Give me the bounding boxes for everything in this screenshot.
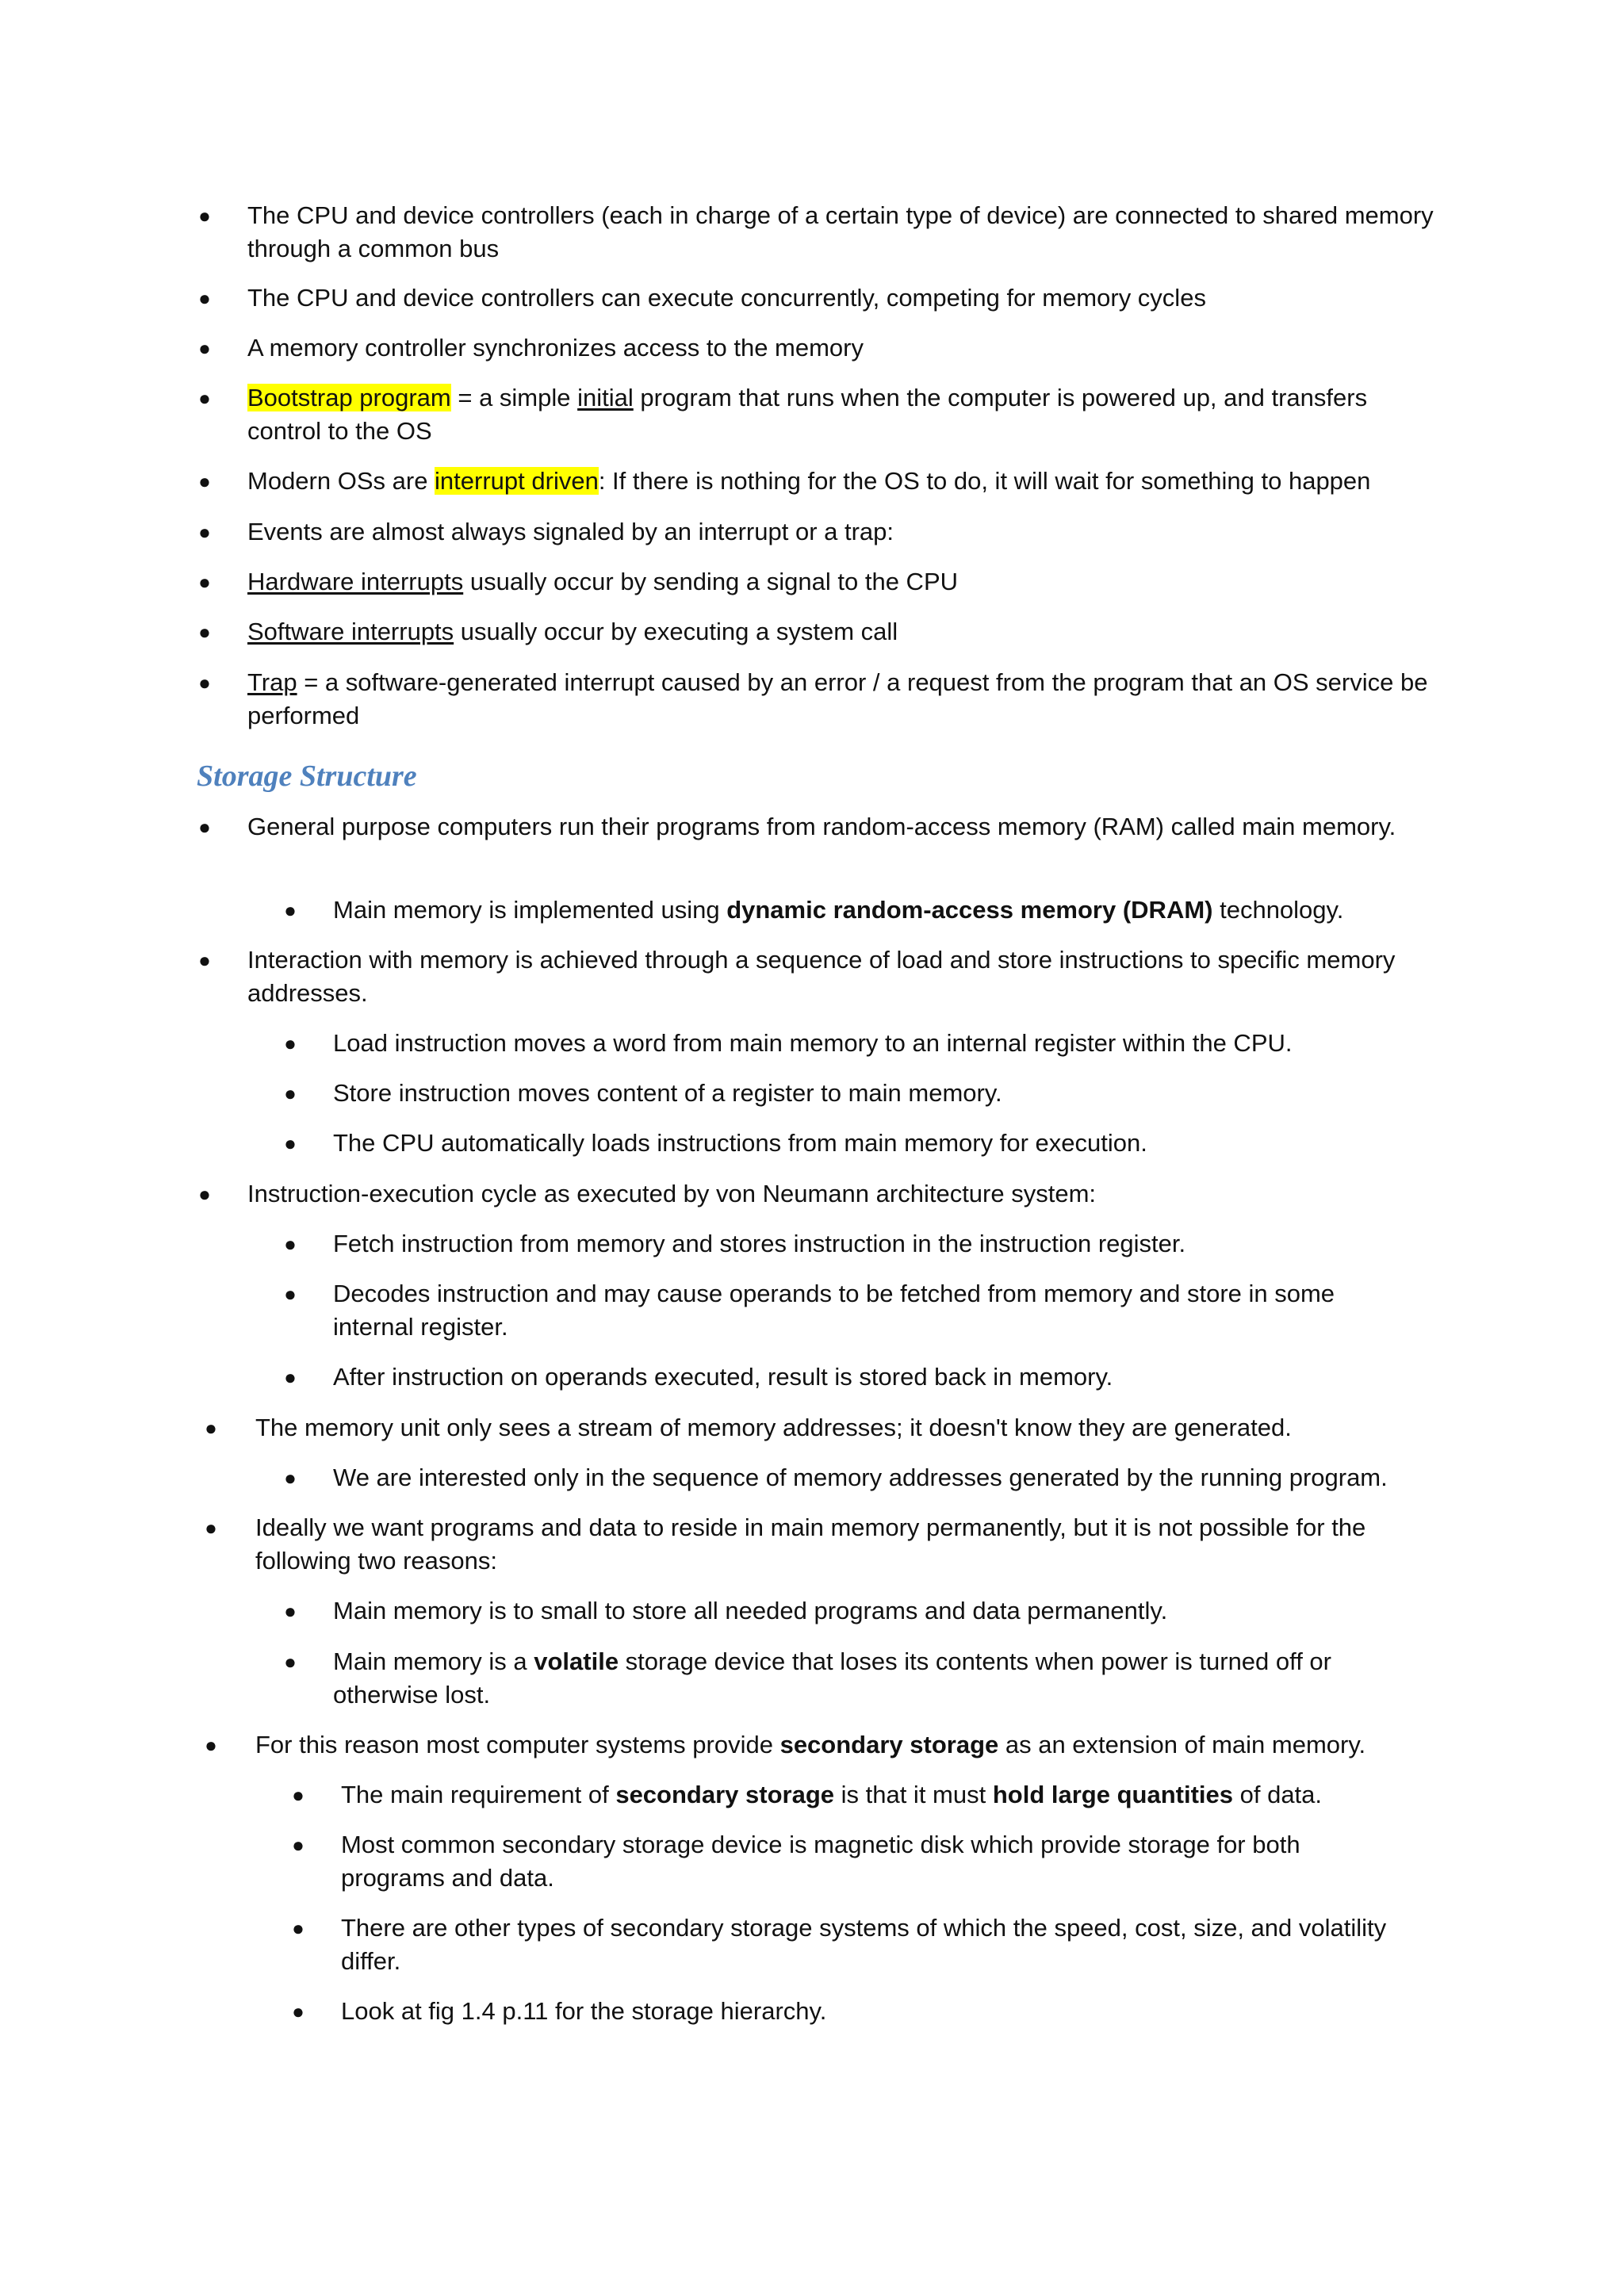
list-item-text: The memory unit only sees a stream of memory addresses; it doesn't know they are generated. (255, 1414, 1292, 1441)
list-item-text: Instruction-execution cycle as executed by von Neumann architecture system: (247, 1180, 1097, 1207)
bullet-icon: ● (198, 204, 211, 228)
list-item-text: For this reason most computer systems provide secondary storage as an extension of main memory. (255, 1731, 1366, 1758)
bullet-icon: ● (198, 520, 211, 544)
list-item-text: Bootstrap program = a simple initial program that runs when the computer is powered up, and transfers control to the OS (247, 384, 1368, 445)
list-item-text: Decodes instruction and may cause operands to be fetched from memory and store in some internal register. (333, 1280, 1335, 1341)
list-item-text: Hardware interrupts usually occur by sending a signal to the CPU (247, 568, 959, 595)
list-item-text: Ideally we want programs and data to reside in main memory permanently, but it is not possible for the following two reasons: (255, 1513, 1366, 1575)
list-item-text: Main memory is to small to store all needed programs and data permanently. (333, 1597, 1168, 1624)
list-item-text: The main requirement of secondary storage is that it must hold large quantities of data. (341, 1781, 1323, 1808)
bullet-icon: ● (284, 1599, 297, 1623)
bullet-icon: ● (198, 671, 211, 695)
bullet-icon: ● (198, 1182, 211, 1206)
list-item-text: Interaction with memory is achieved through a sequence of load and store instructions to specific memory addresses. (247, 946, 1396, 1007)
bullet-icon: ● (198, 815, 211, 839)
list-item-text: Main memory is implemented using dynamic random-access memory (DRAM) technology. (333, 896, 1344, 924)
bullet-icon: ● (198, 386, 211, 410)
bullet-icon: ● (284, 1365, 297, 1389)
list-item-text: The CPU and device controllers can execute concurrently, competing for memory cycles (247, 284, 1206, 312)
bullet-icon: ● (284, 1466, 297, 1490)
list-item-text: We are interested only in the sequence of memory addresses generated by the running program. (333, 1464, 1388, 1491)
list-item-text: After instruction on operands executed, result is stored back in memory. (333, 1363, 1113, 1391)
list-item-text: Most common secondary storage device is magnetic disk which provide storage for both programs and data. (341, 1831, 1300, 1892)
bullet-icon: ● (205, 1733, 217, 1757)
highlighted-term: interrupt driven (435, 467, 599, 495)
bold-term: hold large quantities (992, 1781, 1233, 1808)
bold-term: dynamic random-access memory (DRAM) (726, 896, 1213, 924)
list-item-text: Look at fig 1.4 p.11 for the storage hierarchy. (341, 1997, 827, 2025)
bullet-icon: ● (284, 898, 297, 922)
bold-term: secondary storage (779, 1731, 999, 1758)
bullet-icon: ● (292, 1916, 304, 1940)
bullet-icon: ● (198, 948, 211, 972)
list-item-text: A memory controller synchronizes access to the memory (247, 334, 864, 362)
bullet-icon: ● (284, 1282, 297, 1306)
list-item-text: Trap = a software-generated interrupt caused by an error / a request from the program that an OS service be performed (247, 668, 1428, 729)
bullet-icon: ● (198, 336, 211, 360)
underlined-term: Trap (247, 668, 297, 696)
bullet-icon: ● (198, 286, 211, 310)
list-item-text: Modern OSs are interrupt driven: If there is nothing for the OS to do, it will wait for something to happen (247, 467, 1371, 495)
bullet-icon: ● (284, 1081, 297, 1105)
bullet-icon: ● (292, 1833, 304, 1857)
section-heading: Storage Structure (197, 760, 417, 793)
bullet-icon: ● (284, 1031, 297, 1055)
underlined-term: initial (577, 384, 634, 411)
list-item-text: There are other types of secondary storage systems of which the speed, cost, size, and volatility differ. (341, 1914, 1387, 1975)
bullet-icon: ● (292, 1999, 304, 2023)
underlined-term: Hardware interrupts (247, 568, 464, 595)
highlighted-term: Bootstrap program (247, 384, 451, 411)
list-item-text: General purpose computers run their programs from random-access memory (RAM) called main memory. (247, 813, 1396, 840)
bold-term: secondary storage (615, 1781, 834, 1808)
bold-term: volatile (534, 1647, 619, 1675)
bullet-icon: ● (284, 1232, 297, 1256)
bullet-icon: ● (284, 1131, 297, 1155)
bullet-icon: ● (205, 1416, 217, 1440)
list-item-text: Software interrupts usually occur by executing a system call (247, 618, 898, 645)
underlined-term: Software interrupts (247, 618, 454, 645)
list-item-text: Fetch instruction from memory and stores instruction in the instruction register. (333, 1230, 1186, 1257)
list-item-text: Load instruction moves a word from main memory to an internal register within the CPU. (333, 1029, 1293, 1057)
bullet-icon: ● (205, 1516, 217, 1540)
list-item-text: Main memory is a volatile storage device that loses its contents when power is turned off or otherwise lost. (333, 1647, 1331, 1709)
bullet-icon: ● (198, 620, 211, 644)
list-item-text: Store instruction moves content of a register to main memory. (333, 1079, 1002, 1107)
list-item-text: Events are almost always signaled by an interrupt or a trap: (247, 518, 894, 545)
bullet-icon: ● (198, 469, 211, 493)
bullet-icon: ● (284, 1650, 297, 1674)
list-item-text: The CPU and device controllers (each in charge of a certain type of device) are connected to shared memory through a common bus (247, 201, 1434, 262)
list-item-text: The CPU automatically loads instructions from main memory for execution. (333, 1129, 1147, 1157)
bullet-icon: ● (292, 1783, 304, 1807)
bullet-icon: ● (198, 570, 211, 594)
